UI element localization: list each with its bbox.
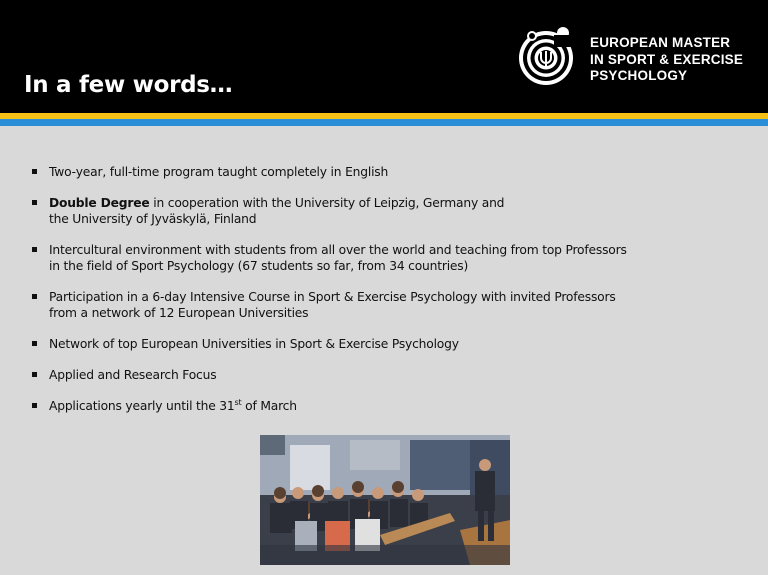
item-text: Network of top European Universities in Sport & Exercise Psychology	[49, 337, 459, 351]
item-text: from a network of 12 European Universities	[49, 306, 309, 320]
item-text: Participation in a 6-day Intensive Course in Sport & Exercise Psychology with invited Professors	[49, 290, 616, 304]
header-bar	[0, 0, 768, 113]
item-text: of March	[241, 399, 297, 413]
item-text: in cooperation with the University of Leipzig, Germany and	[149, 196, 505, 210]
list-item	[32, 289, 732, 321]
item-bold-text: Double Degree	[49, 196, 150, 210]
logo-line: IN SPORT & EXERCISE	[590, 51, 744, 67]
bullet-list	[32, 164, 732, 429]
item-text: the University of Jyväskylä, Finland	[49, 212, 257, 226]
classroom-photo	[260, 435, 510, 565]
logo-line: PSYCHOLOGY	[590, 68, 688, 83]
item-text: Applied and Research Focus	[49, 368, 217, 382]
item-text: Intercultural environment with students from all over the world and teaching from top Professors	[49, 243, 627, 257]
bullet-icon	[32, 247, 37, 252]
bullet-icon	[32, 372, 37, 377]
list-item	[32, 195, 732, 227]
bullet-icon	[32, 200, 37, 205]
program-logo-text	[590, 35, 743, 85]
list-item	[32, 336, 732, 352]
logo-line: EUROPEAN MASTER	[590, 35, 731, 50]
bullet-icon	[32, 403, 37, 408]
item-text: Two-year, full-time program taught completely in English	[49, 165, 389, 179]
list-item	[32, 242, 732, 274]
bullet-icon	[32, 341, 37, 346]
emsep-logo-icon	[516, 24, 580, 88]
item-superscript: st	[234, 397, 242, 407]
bullet-icon	[32, 169, 37, 174]
list-item	[32, 164, 732, 180]
list-item	[32, 367, 732, 383]
blue-stripe	[0, 119, 768, 126]
bullet-icon	[32, 294, 37, 299]
slide-title: In a few words…	[24, 72, 233, 98]
list-item	[32, 398, 732, 414]
item-text: Applications yearly until the 31	[49, 399, 235, 413]
item-text: in the field of Sport Psychology (67 students so far, from 34 countries)	[49, 259, 469, 273]
